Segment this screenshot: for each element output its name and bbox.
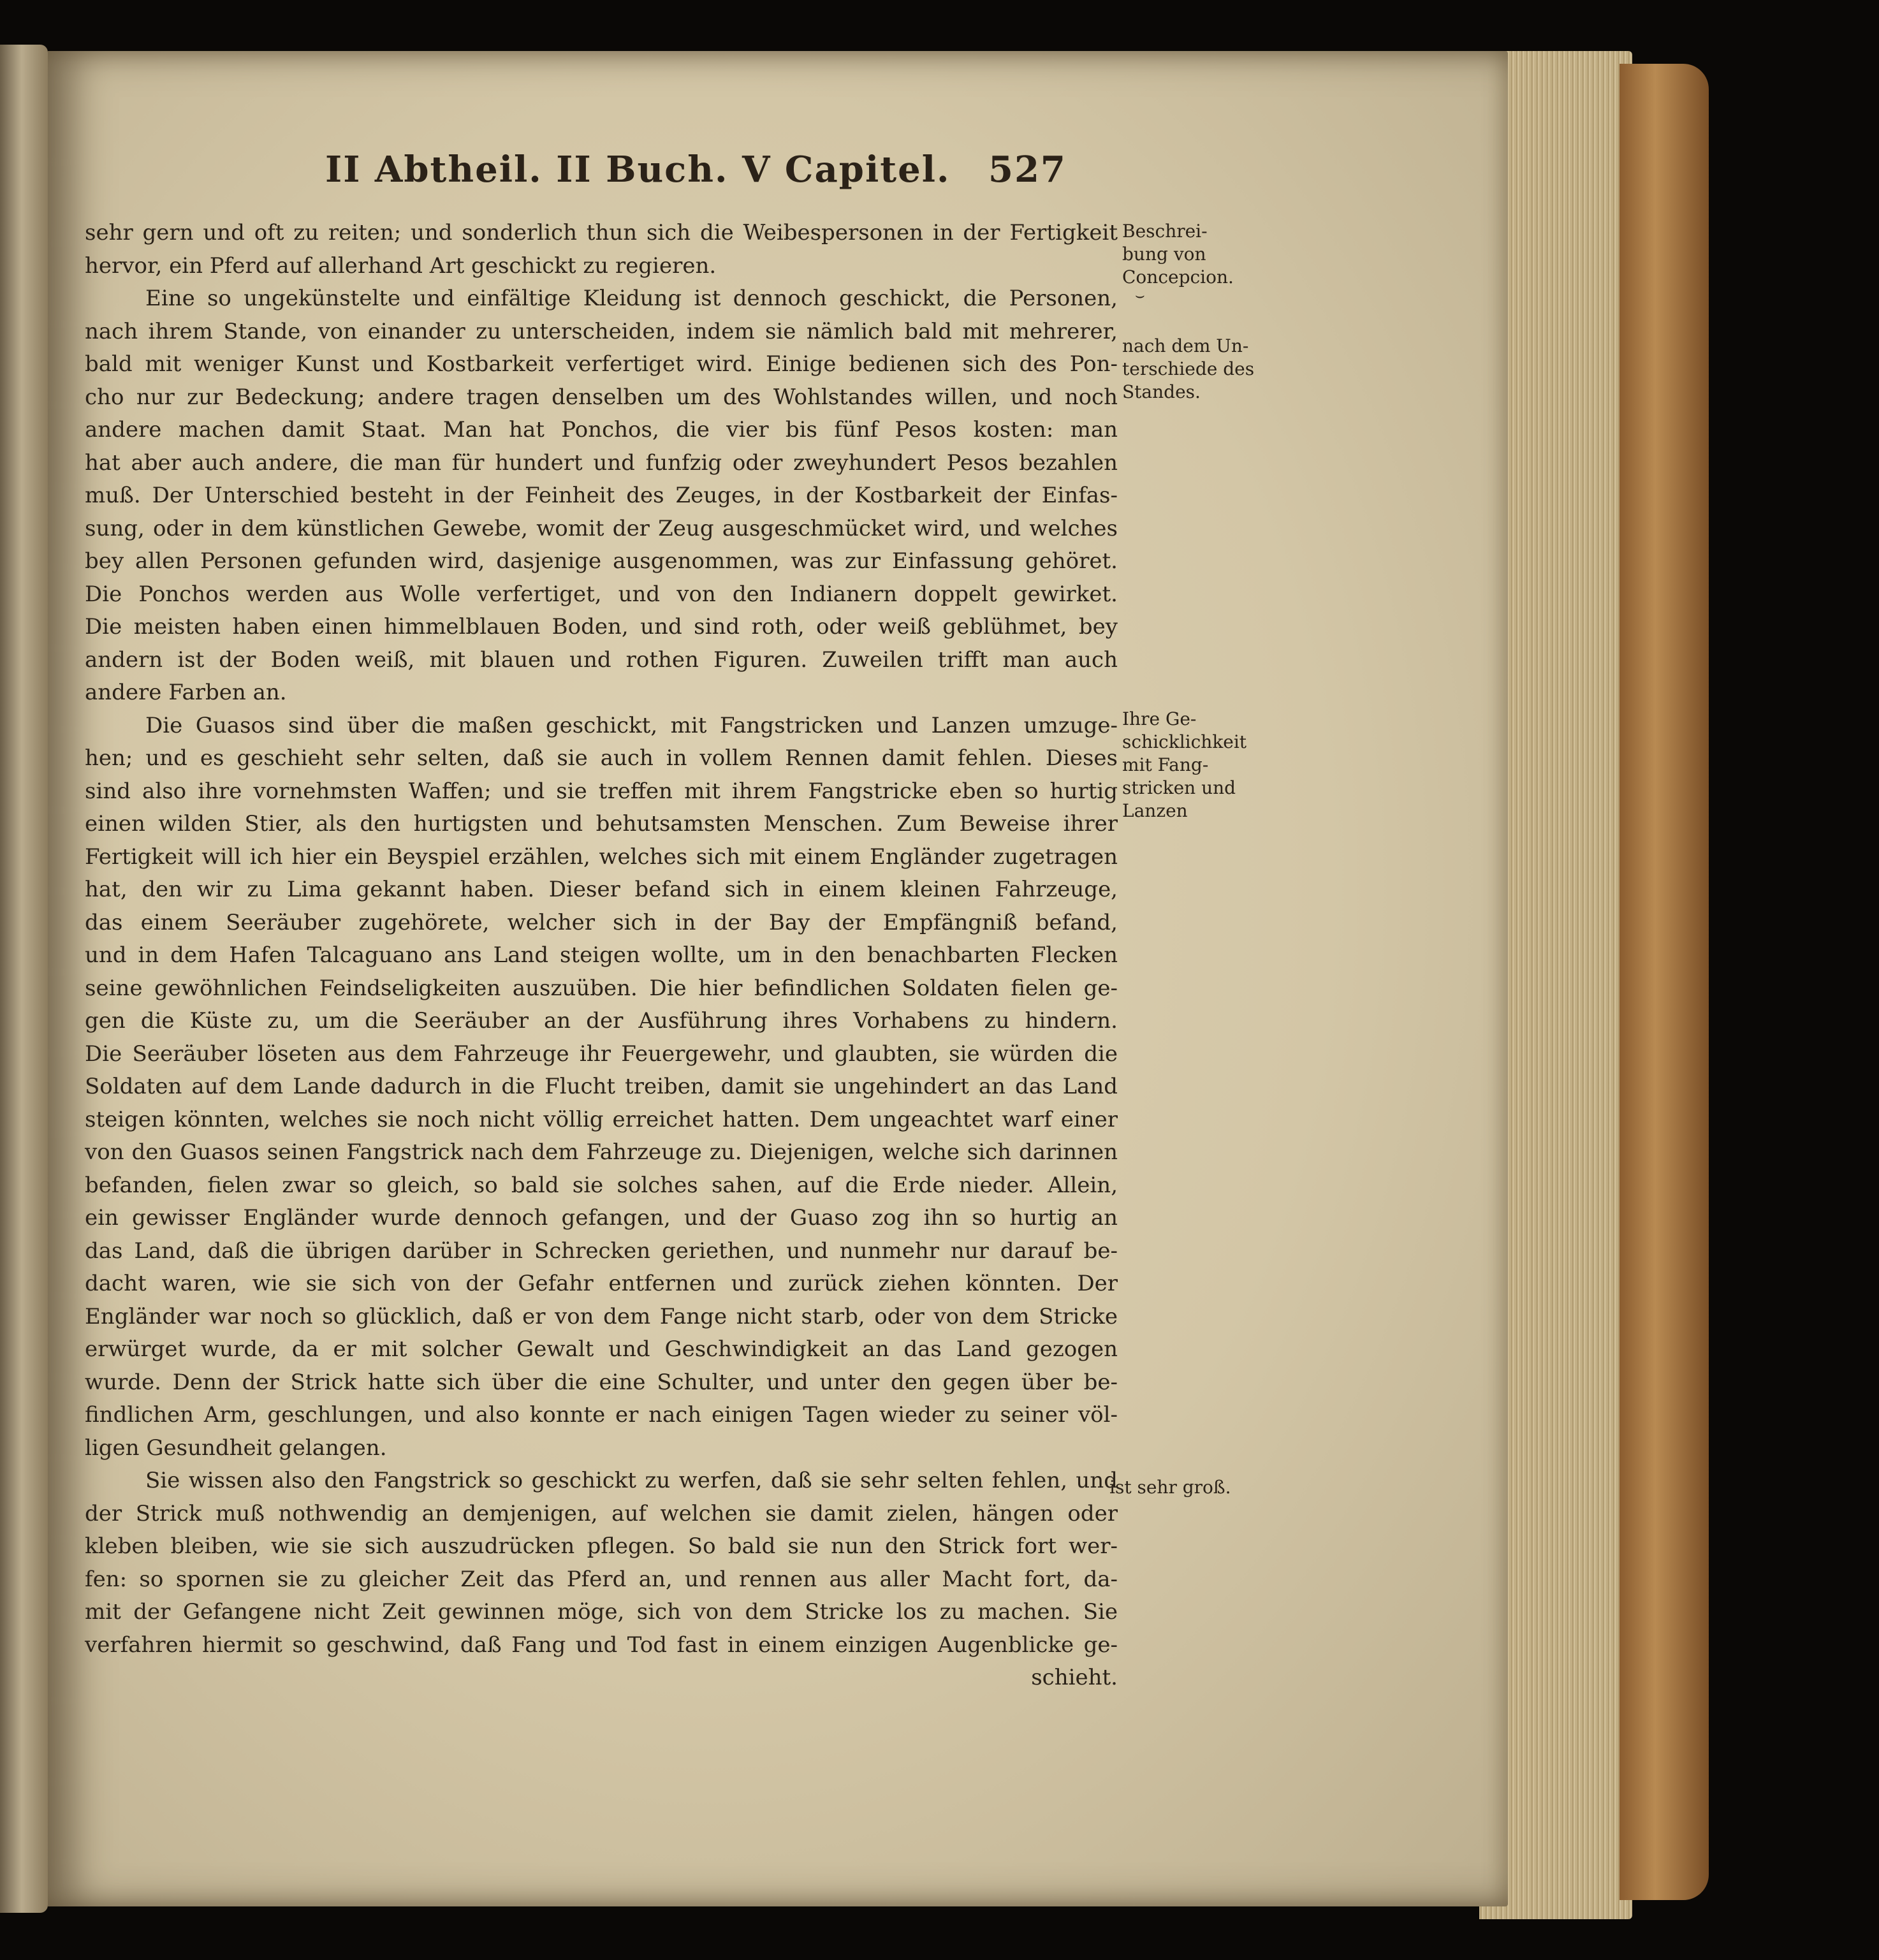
left-page-edge <box>0 45 48 1913</box>
text-line: findlichen Arm, geschlungen, und also konnte er nach einigen Tagen wieder zu seiner völ- <box>85 1402 1118 1428</box>
text-line: Die Guasos sind über die maßen geschickt, mit Fangstricken und Lanzen umzuge- <box>145 712 1118 738</box>
text-line: sung, oder in dem künstlichen Gewebe, womit der Zeug ausgeschmücket wird, und welches <box>85 515 1118 541</box>
text-line: das einem Seeräuber zugehörete, welcher sich in der Bay der Empfängniß befand, <box>85 909 1118 935</box>
text-line: kleben bleiben, wie sie sich auszudrücken pflegen. So bald sie nun den Strick fort wer- <box>85 1533 1118 1559</box>
text-line: muß. Der Unterschied besteht in der Feinheit des Zeuges, in der Kostbarkeit der Einfas- <box>85 483 1118 508</box>
text-line: ein gewisser Engländer wurde dennoch gefangen, und der Guaso zog ihn so hurtig an <box>85 1205 1118 1231</box>
text-line: Soldaten auf dem Lande dadurch in die Flucht treiben, damit sie ungehindert an das Land <box>85 1074 1118 1099</box>
margin-note-line: Concepcion. <box>1122 267 1234 288</box>
running-head <box>325 149 1116 200</box>
text-line: gen die Küste zu, um die Seeräuber an der Ausführung ihres Vorhabens zu hindern. <box>85 1008 1118 1034</box>
text-line: dacht waren, wie sie sich von der Gefahr entfernen und zurück ziehen könnten. Der <box>85 1271 1118 1296</box>
margin-note-line: Ihre Ge- <box>1122 708 1197 729</box>
text-line: hervor, ein Pferd auf allerhand Art geschickt zu regieren. <box>85 252 717 279</box>
text-line: cho nur zur Bedeckung; andere tragen denselben um des Wohlstandes willen, und noch <box>85 384 1118 410</box>
text-line: erwürget wurde, da er mit solcher Gewalt und Geschwindigkeit an das Land gezogen <box>85 1336 1118 1362</box>
text-line: verfahren hiermit so geschwind, daß Fang und Tod fast in einem einzigen Augenblicke ge- <box>85 1632 1118 1658</box>
text-line: bey allen Personen gefunden wird, dasjenige ausgenommen, was zur Einfassung gehöret. <box>85 548 1118 574</box>
margin-note-line: terschiede des <box>1122 358 1255 379</box>
margin-note-geschicklichkeit <box>1122 708 1269 823</box>
text-line: einen wilden Stier, als den hurtigsten und behutsamsten Menschen. Zum Beweise ihrer <box>85 811 1118 837</box>
text-line: wurde. Denn der Strick hatte sich über die eine Schulter, und unter den gegen über be- <box>85 1369 1118 1395</box>
text-line: Eine so ungekünstelte und einfältige Kleidung ist dennoch geschickt, die Personen, <box>145 286 1118 311</box>
text-line: Die meisten haben einen himmelblauen Boden, und sind roth, oder weiß geblühmet, bey <box>85 614 1118 640</box>
text-line: steigen könnten, welches sie noch nicht völlig erreichet hatten. Dem ungeachtet warf einer <box>85 1106 1118 1132</box>
text-line: hat, den wir zu Lima gekannt haben. Dieser befand sich in einem kleinen Fahrzeuge, <box>85 877 1118 902</box>
text-line: sind also ihre vornehmsten Waffen; und sie treffen mit ihrem Fangstricke eben so hurtig <box>85 778 1118 804</box>
text-line: bald mit weniger Kunst und Kostbarkeit verfertiget wird. Einige bedienen sich des Pon- <box>85 351 1118 377</box>
margin-note-line: schicklichkeit <box>1122 731 1247 752</box>
margin-note-stand <box>1122 335 1269 404</box>
body-text <box>85 217 1118 1695</box>
text-line: Die Ponchos werden aus Wolle verfertiget, und von den Indianern doppelt gewirket. <box>85 581 1118 607</box>
text-line: ligen Gesundheit gelangen. <box>85 1435 387 1461</box>
margin-note-beschreibung <box>1122 220 1269 302</box>
text-line: mit der Gefangene nicht Zeit gewinnen möge, sich von dem Stricke los zu machen. Sie <box>85 1599 1118 1625</box>
margin-note-line: mit Fang- <box>1122 754 1209 775</box>
chapter-heading: II Abtheil. II Buch. V Capitel. <box>325 149 951 191</box>
text-line: Engländer war noch so glücklich, daß er von dem Fange nicht starb, oder von dem Stricke <box>85 1303 1118 1329</box>
text-line: und in dem Hafen Talcaguano ans Land steigen wollte, um in den benachbarten Flecken <box>85 942 1118 968</box>
text-line: andere machen damit Staat. Man hat Ponchos, die vier bis fünf Pesos kosten: man <box>85 417 1118 442</box>
text-line: das Land, daß die übrigen darüber in Schrecken geriethen, und nunmehr nur darauf be- <box>85 1238 1118 1264</box>
margin-note-gross <box>1109 1476 1256 1499</box>
margin-note-line: Lanzen <box>1122 800 1188 821</box>
text-line: Sie wissen also den Fangstrick so geschickt zu werfen, daß sie sehr selten fehlen, und <box>145 1468 1118 1493</box>
book-cover <box>1619 64 1709 1900</box>
text-line: sehr gern und oft zu reiten; und sonderlich thun sich die Weibespersonen in der Fertigkeit <box>85 220 1118 245</box>
margin-note-line: Standes. <box>1122 381 1201 402</box>
text-line: hat aber auch andere, die man für hundert und funfzig oder zweyhundert Pesos bezahlen <box>85 450 1118 476</box>
margin-note-brace: ⌣ <box>1135 286 1145 304</box>
text-line: hen; und es geschieht sehr selten, daß sie auch in vollem Rennen damit fehlen. Dieses <box>85 745 1118 771</box>
text-line: nach ihrem Stande, von einander zu unterscheiden, indem sie nämlich bald mit mehrerer, <box>85 318 1118 344</box>
text-line: befanden, fielen zwar so gleich, so bald sie solches sahen, auf die Erde nieder. Allein, <box>85 1172 1118 1198</box>
text-line: Die Seeräuber löseten aus dem Fahrzeuge ihr Feuergewehr, und glaubten, sie würden die <box>85 1041 1118 1067</box>
margin-note-line: bung von <box>1122 244 1206 265</box>
text-line: andere Farben an. <box>85 680 287 705</box>
margin-note-line: ist sehr groß. <box>1109 1477 1231 1498</box>
text-line: andern ist der Boden weiß, mit blauen und rothen Figuren. Zuweilen trifft man auch <box>85 647 1118 673</box>
margin-note-line: nach dem Un- <box>1122 335 1249 356</box>
margin-note-line: Beschrei- <box>1122 221 1208 242</box>
text-line: von den Guasos seinen Fangstrick nach dem Fahrzeuge zu. Diejenigen, welche sich darinnen <box>85 1139 1118 1165</box>
text-line: schieht. <box>1031 1665 1118 1690</box>
text-line: seine gewöhnlichen Feindseligkeiten auszuüben. Die hier befindlichen Soldaten fielen ge- <box>85 975 1118 1001</box>
text-line: fen: so spornen sie zu gleicher Zeit das Pferd an, und rennen aus aller Macht fort, da- <box>85 1566 1118 1592</box>
text-line: Fertigkeit will ich hier ein Beyspiel erzählen, welches sich mit einem Engländer zugetragen <box>85 844 1118 870</box>
page-number: 527 <box>988 149 1067 191</box>
text-line: der Strick muß nothwendig an demjenigen, auf welchen sie damit zielen, hängen oder <box>85 1500 1118 1526</box>
margin-note-line: stricken und <box>1122 777 1236 798</box>
